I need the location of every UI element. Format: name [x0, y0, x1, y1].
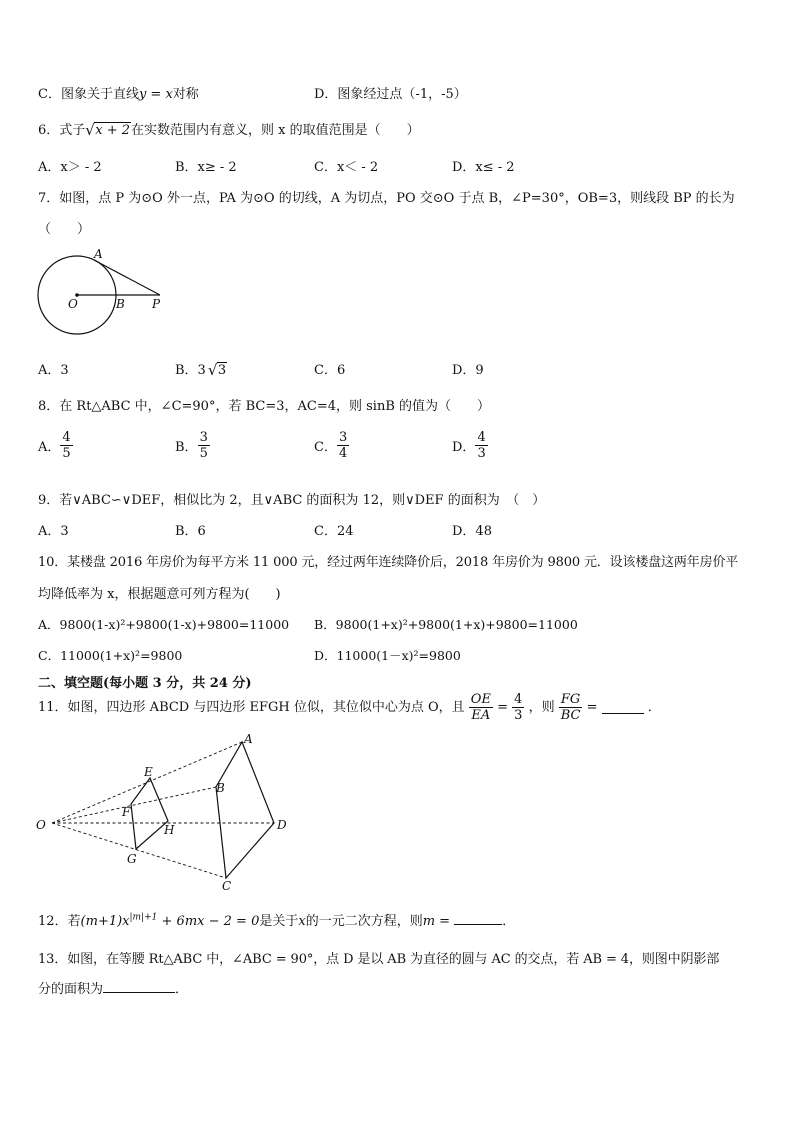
q12-mid: 是关于 — [259, 914, 299, 929]
q9-option-d: D．48 — [452, 524, 492, 539]
q11-frac3-den: BC — [560, 708, 581, 723]
q11-prefix: 11．如图，四边形 ABCD 与四边形 EFGH 位似，其位似中心为点 O，且 — [38, 700, 465, 715]
q11-label-b: B — [216, 781, 225, 795]
q8-optc-label: C． — [314, 440, 337, 455]
q11-frac-4-3 — [512, 692, 524, 723]
q13-answer-blank[interactable] — [103, 980, 175, 993]
q5-optc-prefix: C．图象关于直线 — [38, 87, 139, 102]
q11-label-e: E — [144, 765, 153, 779]
q8-option-d — [452, 430, 488, 461]
q12-expr: (m+1)x — [80, 914, 130, 929]
q12-prefix: 12．若 — [38, 914, 81, 929]
q8-optc-den: 4 — [338, 446, 348, 461]
q8-opta-den: 5 — [62, 446, 71, 461]
q12-var: x — [298, 914, 306, 929]
q7-stem-line1: 7．如图，点 P 为⊙O 外一点，PA 为⊙O 的切线，A 为切点，PO 交⊙O 于点 B，∠P=30°，OB=3，则线段 BP 的长为 — [38, 191, 735, 206]
q7-label-a: A — [94, 247, 103, 261]
q8-stem: 8．在 Rt△ABC 中，∠C=90°，若 BC=3，AC=4，则 sinB 的值为（ ） — [38, 399, 491, 414]
q7-label-b: B — [116, 297, 125, 311]
q9-option-c: C．24 — [314, 524, 354, 539]
q11-stem — [38, 692, 661, 723]
q7-optb-sqrt — [208, 363, 227, 378]
q7-label-p: P — [152, 297, 161, 311]
q6-stem — [38, 119, 420, 138]
q5-option-d: D．图象经过点（-1，-5） — [314, 87, 467, 102]
q11-frac-fg-bc — [559, 692, 583, 723]
q9-option-a: A．3 — [38, 524, 69, 539]
q11-label-d: D — [277, 818, 287, 832]
q5-option-c — [38, 83, 199, 102]
q7-option-d: D．9 — [452, 363, 484, 378]
q11-frac2-num: 4 — [514, 692, 523, 707]
q7-optb-radicand: 3 — [217, 363, 227, 378]
q7-label-o: O — [68, 297, 78, 311]
q6-option-c: C．x＜ - 2 — [314, 160, 379, 175]
q8-optc-num: 3 — [338, 430, 348, 445]
q6-radicand: x + 2 — [95, 123, 131, 138]
q5-optc-suffix: 对称 — [172, 87, 199, 102]
q11-ray-ob — [52, 787, 216, 823]
q6-suffix: 在实数范围内有意义，则 x 的取值范围是（ ） — [131, 123, 420, 138]
q6-option-a: A．x＞ - 2 — [38, 160, 102, 175]
q13-stem-line1: 13．如图，在等腰 Rt△ABC 中，∠ABC = 90°，点 D 是以 AB 为直径的圆与 AC 的交点，若 AB = 4，则图中阴影部 — [38, 952, 720, 967]
q11-frac2-den: 3 — [514, 708, 523, 723]
q10-option-b: B．9800(1+x)²+9800(1+x)+9800=11000 — [314, 617, 578, 632]
q11-frac-oe-ea — [469, 692, 493, 723]
q8-opta-label: A． — [38, 440, 61, 455]
q6-sqrt — [85, 123, 131, 138]
q8-optd-label: D． — [452, 440, 476, 455]
q12-answer-blank[interactable] — [454, 912, 502, 925]
q8-optd-den: 3 — [477, 446, 486, 461]
q6-prefix: 6．式子 — [38, 123, 86, 138]
q10-option-a: A．9800(1-x)²+9800(1-x)+9800=11000 — [38, 617, 290, 632]
q12-end: ． — [502, 914, 516, 929]
q11-label-o: O — [36, 818, 46, 832]
q7-option-b — [175, 359, 227, 378]
q11-label-f: F — [122, 805, 131, 819]
q13-stem-line2 — [38, 978, 188, 997]
q10-option-d: D．11000(1－x)²=9800 — [314, 648, 461, 663]
q11-mid: ，则 — [528, 700, 555, 715]
q11-answer-blank[interactable] — [602, 701, 644, 714]
q8-opta-num: 4 — [62, 430, 71, 445]
q13-line2-text: 分的面积为 — [38, 982, 104, 997]
q8-option-c — [314, 430, 349, 461]
q8-opta-frac — [60, 430, 72, 461]
q11-label-h: H — [164, 823, 175, 837]
q11-frac3-num: FG — [559, 692, 583, 708]
q8-optb-frac — [198, 430, 210, 461]
q7-option-c: C．6 — [314, 363, 346, 378]
q12-m-eq: m = — [422, 914, 451, 929]
q8-optb-num: 3 — [199, 430, 208, 445]
section-fill-in-title: 二、填空题(每小题 3 分，共 24 分) — [38, 676, 252, 691]
q12-stem — [38, 910, 515, 929]
q11-ray-oc — [52, 823, 226, 878]
q9-option-b: B．6 — [175, 524, 206, 539]
q8-optb-label: B． — [175, 440, 198, 455]
q11-label-c: C — [222, 879, 232, 893]
q6-option-d: D．x≤ - 2 — [452, 160, 515, 175]
q13-end: ． — [175, 982, 189, 997]
q7-figure — [30, 244, 180, 344]
q8-optb-den: 5 — [199, 446, 208, 461]
q5-optc-eq: y = x — [138, 87, 173, 102]
q8-option-b — [175, 430, 210, 461]
q9-stem: 9．若∨ABC∽∨DEF，相似比为 2，且∨ABC 的面积为 12，则∨DEF 的面积为 （ ） — [38, 493, 546, 508]
q7-stem-line2: （ ） — [38, 222, 91, 237]
q11-label-a: A — [244, 732, 253, 746]
q10-stem-line1: 10．某楼盘 2016 年房价为每平方米 11 000 元，经过两年连续降价后，2018 年房价为 9800 元．设该楼盘这两年房价平 — [38, 555, 739, 570]
q11-frac1-den: EA — [471, 708, 491, 723]
q11-figure — [30, 728, 300, 898]
q7-optb-label: B．3 — [175, 363, 206, 378]
q11-eq2: = — [586, 700, 598, 715]
q12-suffix: 的一元二次方程，则 — [305, 914, 423, 929]
q11-frac1-num: OE — [470, 692, 491, 707]
q8-option-a — [38, 430, 73, 461]
q11-quad-efgh — [131, 778, 168, 849]
q11-end: ． — [647, 700, 661, 715]
q8-optd-frac — [475, 430, 487, 461]
q6-option-b: B．x≥ - 2 — [175, 160, 237, 175]
q8-optd-num: 4 — [477, 430, 486, 445]
q8-optc-frac — [337, 430, 349, 461]
q10-option-c: C．11000(1+x)²=9800 — [38, 648, 183, 663]
q12-exponent: |m|+1 — [129, 912, 158, 923]
q12-expr2: + 6mx − 2 = 0 — [161, 914, 260, 929]
q7-tangent-pa — [94, 260, 160, 295]
q10-stem-line2: 均降低率为 x，根据题意可列方程为( ) — [38, 587, 281, 602]
q11-label-g: G — [127, 852, 137, 866]
q11-quad-abcd — [216, 742, 274, 878]
q11-eq1: = — [497, 700, 508, 715]
q7-option-a: A．3 — [38, 363, 69, 378]
